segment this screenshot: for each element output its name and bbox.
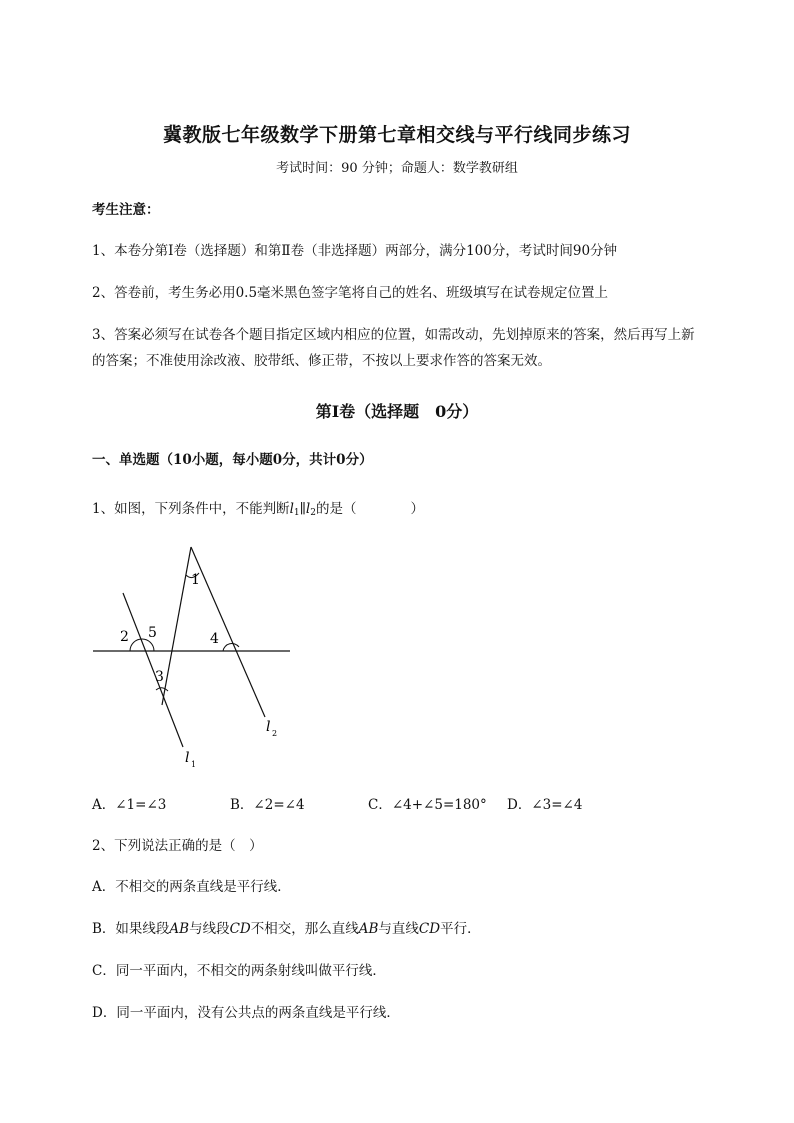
notice-item-3-line-1: 3、答案必须写在试卷各个题目指定区域内相应的位置，如需改动，先划掉原来的答案，然后再写上新 [92, 327, 695, 343]
page-title: 冀教版七年级数学下册第七章相交线与平行线同步练习 [162, 124, 631, 146]
question-2-option-b[interactable] [92, 915, 712, 943]
option-b-text-3: 不相交，那么直线 [250, 921, 359, 937]
question-1-stem-prefix: 1、如图，下列条件中，不能判断 [92, 501, 290, 517]
question-1-figure [80, 535, 310, 780]
line-l2-figure-subscript: 2 [272, 729, 278, 738]
option-b-text-4: 与直线 [378, 921, 419, 937]
line-l1-subscript: 1 [293, 508, 300, 518]
question-1-option-a[interactable]: A．∠1=∠3 [92, 797, 167, 813]
angle-5-label: 5 [148, 625, 157, 641]
question-2-option-d[interactable]: D．同一平面内，没有公共点的两条直线是平行线． [92, 1005, 400, 1021]
section-title: 第Ⅰ卷（选择题 0分） [315, 402, 479, 421]
angle-4-arc [223, 643, 239, 651]
option-b-text-1: B．如果线段 [92, 921, 170, 937]
line-l1-label: l [289, 501, 294, 517]
notice-heading: 考生注意： [92, 202, 160, 218]
question-1-stem [92, 495, 712, 527]
line-ab-label: AB [358, 921, 379, 937]
notice-item-1: 1、本卷分第Ⅰ卷（选择题）和第Ⅱ卷（非选择题）两部分，满分100分，考试时间90分钟 [92, 243, 618, 259]
question-1-option-c[interactable]: C．∠4+∠5=180° [368, 797, 487, 813]
question-1-option-d[interactable]: D．∠3=∠4 [507, 797, 583, 813]
transversal-segment [162, 547, 191, 705]
angle-3-label: 3 [155, 669, 164, 685]
notice-item-3-line-2: 的答案；不准使用涂改液、胶带纸、修正带，不按以上要求作答的答案无效。 [92, 353, 551, 369]
question-1-option-b[interactable]: B．∠2=∠4 [230, 797, 305, 813]
line-l2 [191, 547, 265, 717]
notice-item-2: 2、答卷前，考生务必用0.5毫米黑色签字笔将自己的姓名、班级填写在试卷规定位置上 [92, 285, 609, 301]
line-l2-figure-label: l [266, 719, 271, 735]
question-2-option-a[interactable]: A．不相交的两条直线是平行线． [92, 879, 291, 895]
angle-2-label: 2 [120, 629, 129, 645]
line-l1 [123, 593, 183, 747]
option-b-text-5: 平行． [440, 921, 481, 937]
angle-3-arc [156, 688, 168, 691]
question-2-stem: 2、下列说法正确的是（ ） [92, 838, 263, 854]
option-b-text-2: 与线段 [189, 921, 230, 937]
part-heading: 一、单选题（10小题，每小题0分，共计0分） [92, 452, 373, 468]
line-l2-label: l [305, 501, 311, 517]
segment-ab-label: AB [169, 921, 190, 937]
line-cd-label: CD [418, 921, 441, 937]
line-l2-subscript: 2 [310, 508, 316, 518]
line-l1-figure-label: l [185, 750, 190, 766]
segment-cd-label: CD [229, 921, 251, 937]
question-1-stem-suffix: 的是（ ） [315, 501, 424, 517]
exam-info: 考试时间：90 分钟；命题人：数学教研组 [276, 161, 518, 176]
angle-1-label: 1 [191, 572, 200, 588]
question-1-options [92, 793, 712, 817]
parallel-symbol: ∥ [299, 501, 306, 517]
line-l1-figure-subscript: 1 [191, 760, 197, 769]
angle-4-label: 4 [210, 631, 219, 647]
question-2-option-c[interactable]: C．同一平面内，不相交的两条射线叫做平行线． [92, 963, 386, 979]
